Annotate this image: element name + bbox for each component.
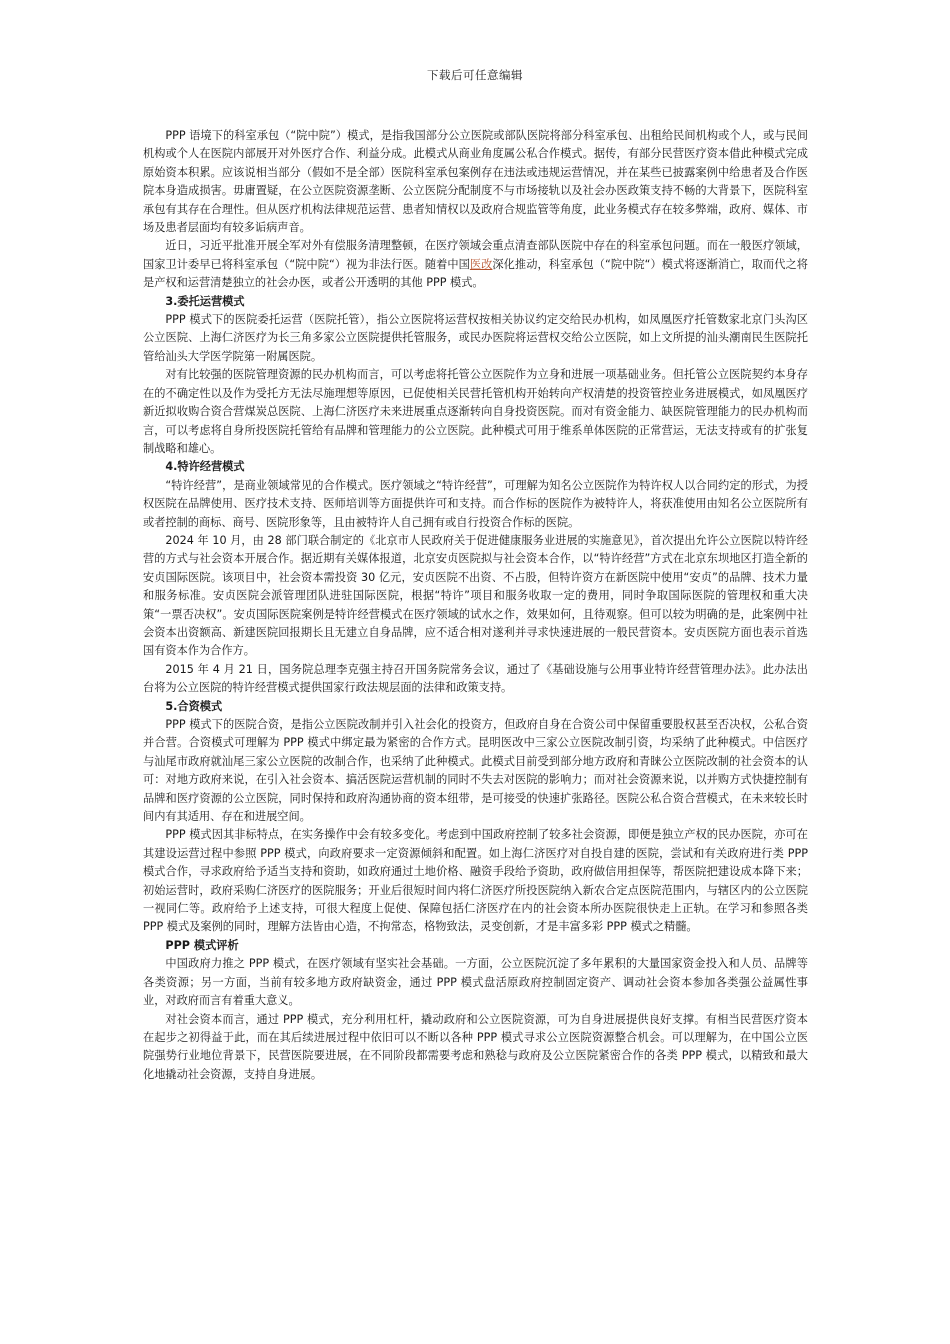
paragraph: PPP 模式下的医院委托运营（医院托管），指公立医院将运营权按相关协议约定交给民办机构，如凤凰医疗托管数家北京门头沟区公立医院、上海仁济医疗为长三角多家公立医院提供托管服务，或民办医院将运营权交给公立医院，如上文所提的汕头潮南民生医院托管给汕头大学医学院第一附属医院。: [143, 313, 808, 363]
text-run: 深化推动，科室承包（“院中院“）模式将逐渐消亡，取而代之将是产权和运营清楚独立的社会办医，或者公开透明的其他 PPP 模式。: [143, 257, 808, 290]
paragraph: “特许经营”，是商业领域常见的合作模式。医疗领域之“特许经营”，可理解为知名公立医院作为特许权人以合同约定的形式，为授权医院在品牌使用、医疗技术支持、医师培训等方面提供许可和支持。而合作标的医院作为被特许人，将获准使用由知名公立医院所有或者控制的商标、商号、医院形象等，且由被特许人自己拥有或自行投资合作标的医院。: [143, 478, 808, 529]
section-heading: PPP 模式评析: [165, 938, 239, 952]
section-heading: 3.委托运营模式: [165, 294, 245, 308]
paragraph: 对有比较强的医院管理资源的民办机构而言，可以考虑将托管公立医院作为立身和进展一项基础业务。但托管公立医院契约本身存在的不确定性以及作为受托方无法尽施理想等原因，已促使相关民营托管机构开始转向产权清楚的投资管控业务进展模式，如凤凰医疗新近拟收购合资合营煤炭总医院、上海仁济医疗未来进展重点逐渐转向自身投资医院。而对有资金能力、缺医院管理能力的民办机构而言，可以考虑将自身所投医院托管给有品牌和管理能力的公立医院。此种模式可用于维系单体医院的正常营运，无法支持或有的扩张复制战略和雄心。: [143, 368, 808, 455]
document-body: [143, 127, 808, 1084]
paragraph: [143, 237, 808, 292]
paragraph: 对社会资本而言，通过 PPP 模式，充分利用杠杆，撬动政府和公立医院资源，可为自身进展提供良好支撑。有相当民营医疗资本在起步之初得益于此，而在其后续进展过程中依旧可以不断以各种 PPP 模式寻求公立医院资源整合机会。可以理解为，在中国公立医院强势行业地位背景下，民营医院要进展，在不同阶段都需要考虑和熟稔与政府及公立医院紧密合作的各类 PPP 模式，以精致和最大化地撬动社会资源，支持自身进展。: [143, 1012, 808, 1081]
paragraph: 2015 年 4 月 21 日，国务院总理李克强主持召开国务院常务会议，通过了《基础设施与公用事业特许经营管理办法》。此办法出台将为公立医院的特许经营模式提供国家行政法规层面的法律和政策支持。: [143, 662, 808, 695]
paragraph: PPP 模式下的医院合资，是指公立医院改制并引入社会化的投资方，但政府自身在合资公司中保留重要股权甚至否决权，公私合资并合营。合资模式可理解为 PPP 模式中绑定最为紧密的合作方式。昆明医改中三家公立医院改制引资，均采纳了此种模式。中信医疗与汕尾市政府就汕尾三家公立医院的改制合作，也采纳了此种模式。此模式目前受到部分地方政府和青睐公立医院改制的社会资本的认可：对地方政府来说，在引入社会资本、搞活医院运营机制的同时不失去对医院的影响力；而对社会资源来说，以并购方式快捷控制有品牌和医疗资源的公立医院，同时保持和政府沟通协商的资本纽带，是可接受的快速扩张路径。医院公私合资合营模式，在未来较长时间内有其适用、存在和进展空间。: [143, 718, 808, 824]
paragraph: PPP 模式因其非标特点，在实务操作中会有较多变化。考虑到中国政府控制了较多社会资源，即便是独立产权的民办医院，亦可在其建设运营过程中参照 PPP 模式，向政府要求一定资源倾斜和配置。如上海仁济医疗对自投自建的医院，尝试和有关政府进行类 PPP 模式合作，寻求政府给予适当支持和资助，如政府通过土地价格、融资手段给予资助，政府做信用担保等，帮医院把建设成本降下来；初始运营时，政府采购仁济医疗的医院服务；开业后很短时间内将仁济医疗所投医院纳入新农合定点医院范围内，与辖区内的公立医院一视同仁等。政府给予上述支持，可很大程度上促使、保障包括仁济医疗在内的社会资本所办医院很快走上正轨。在学习和参照各类 PPP 模式及案例的同时，理解方法皆由心造，不拘常态，格物致法，灵变创新，才是丰富多彩 PPP 模式之精髓。: [143, 828, 808, 934]
medical-reform-link[interactable]: 医改: [469, 257, 493, 271]
section-heading: 5.合资模式: [165, 699, 223, 713]
paragraph: PPP 语境下的科室承包（“院中院”）模式，是指我国部分公立医院或部队医院将部分科室承包、出租给民间机构或个人，或与民间机构或个人在医院内部展开对外医疗合作、利益分成。此模式从商业角度属公私合作模式。据传，有部分民营医疗资本借此种模式完成原始资本积累。应该说相当部分（假如不是全部）医院科室承包案例存在违法或违规运营情况，并在某些已披露案例中给患者及合作医院本身造成损害。毋庸置疑，在公立医院资源垄断、公立医院分配制度不与市场接轨以及社会办医政策支持不畅的大背景下，医院科室承包有其存在合理性。但从医疗机构法律规范运营、患者知情权以及政府合规监管等角度，此业务模式存在较多弊端，政府、媒体、市场及患者层面均有较多诟病声音。: [143, 129, 808, 235]
paragraph: 中国政府力推之 PPP 模式，在医疗领域有坚实社会基础。一方面，公立医院沉淀了多年累积的大量国家资金投入和人员、品牌等各类资源；另一方面，当前有较多地方政府缺资金，通过 PPP 模式盘活原政府控制固定资产、调动社会资本参加各类强公益属性事业，对政府而言有着重大意义。: [143, 957, 808, 1008]
page-header: 下载后可任意编辑: [427, 68, 523, 82]
paragraph: 2024 年 10 月，由 28 部门联合制定的《北京市人民政府关于促进健康服务业进展的实施意见》，首次提出允许公立医院以特许经营的方式与社会资本开展合作。据近期有关媒体报道，北京安贞医院拟与社会资本合作，以“特许经营”方式在北京东坝地区打造全新的安贞国际医院。该项目中，社会资本需投资 30 亿元，安贞医院不出资、不占股，但特许资方在新医院中使用“安贞”的品牌、技术力量和服务标准。安贞医院会派管理团队进驻国际医院，根据“特许”项目和服务收取一定的费用，同时争取国际医院的管理权和重大决策“一票否决权”。安贞国际医院案例是特许经营模式在医疗领域的试水之作，效果如何，且待观察。但可以较为明确的是，此案例中社会资本出资额高、新建医院回报期长且无建立自身品牌，应不适合相对遂利并寻求快速进展的一般民营资本。安贞医院方面也表示首选国有资本作为合作方。: [143, 533, 808, 658]
text-run: 近日，习近平批准开展全军对外有偿服务清理整顿，在医疗领域会重点清查部队医院中存在的科室承包问题。而在一般医疗领域，国家卫计委早已将科室承包（“院中院“）视为非法行医。随着中国: [143, 239, 808, 271]
section-heading: 4.特许经营模式: [165, 460, 245, 474]
